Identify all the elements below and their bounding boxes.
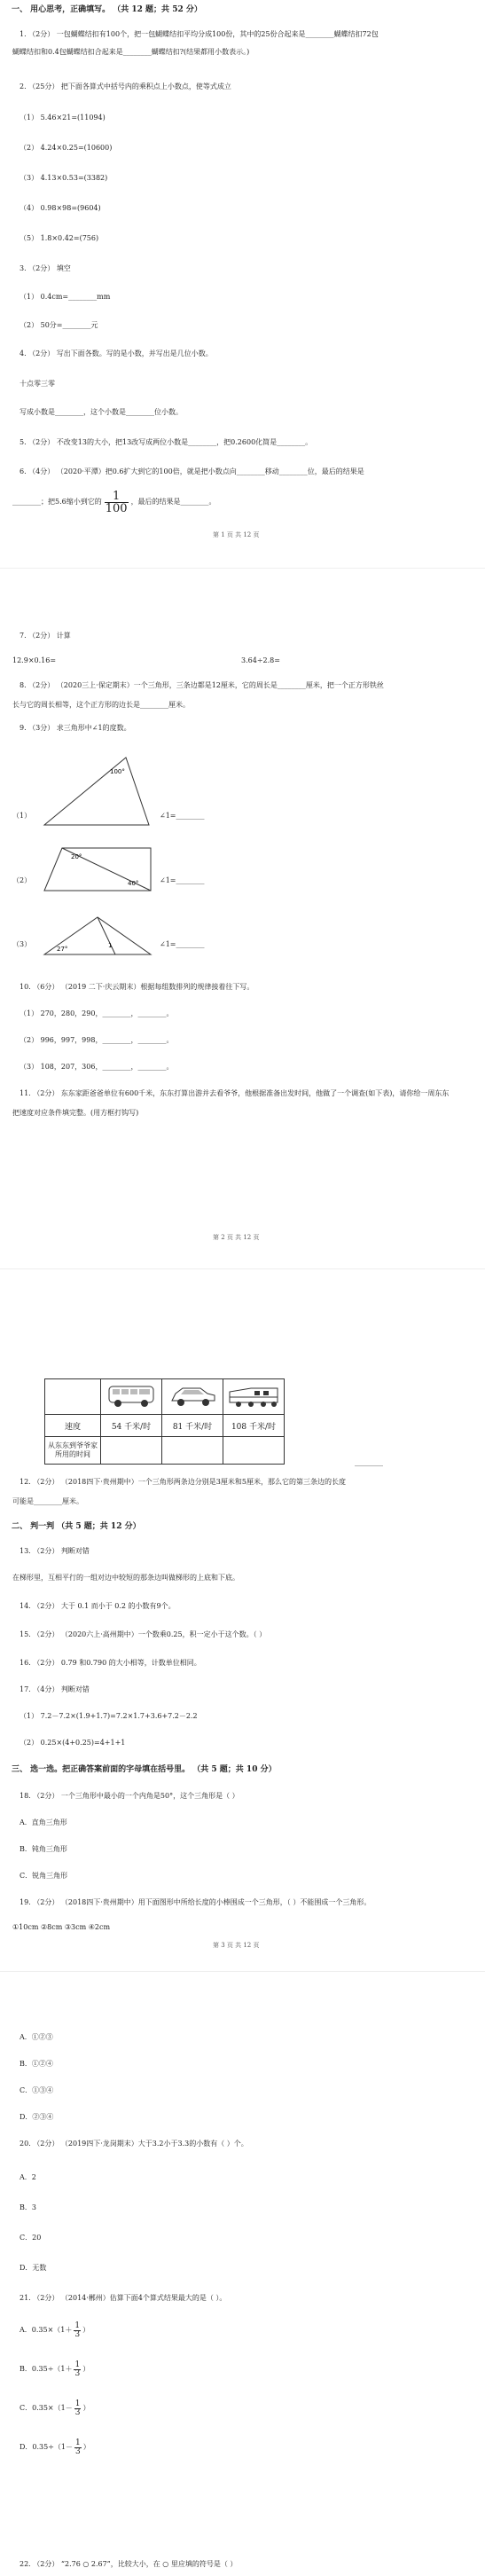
triangle-1-figure [39,752,154,830]
question-21-option-d[interactable] [20,2438,90,2457]
table-row-time [45,1437,285,1465]
table-row-label-time: 从东东到爷爷家所用的时间 [45,1437,101,1465]
question-17: 17. （4分） 判断对错 [20,1685,90,1693]
page-footer-2: 第 2 页 共 12 页 [213,1234,260,1241]
question-9-label-1: （1） [12,812,32,820]
question-19-option-a[interactable]: A．①②③ [20,2033,53,2041]
table-row-label-speed: 速度 [45,1415,101,1437]
angle-label-100: 100° [110,768,125,775]
question-19: 19. （2分） （2018四下·贵州期中）用下面图形中所给长度的小棒围成一个三角形，（ ）不能围成一个三角形。 [20,1898,372,1906]
speed-cell-car: 81 千米/时 [162,1415,223,1437]
question-19-option-b[interactable]: B．①②④ [20,2060,53,2068]
question-11-line-1: 11. （2分） 东东家距爸爸单位有600千米，东东打算出游并去看爷爷，他根据准备出发时间，他做了一个调查(如下表)，请你给一周东东 [20,1089,450,1097]
page-footer-3: 第 3 页 共 12 页 [213,1942,260,1949]
time-cell-bus[interactable] [101,1437,162,1465]
question-17-item-2: （2） 0.25×(4+0.25)=4+1+1 [20,1739,126,1747]
page-divider [0,1268,485,1269]
question-19-stick-lengths: ①10cm ②8cm ③3cm ④2cm [12,1923,111,1931]
question-20-option-c[interactable]: C．20 [20,2234,42,2242]
angle-label-40: 40° [128,880,139,887]
angle-label-27: 27° [57,946,68,953]
fraction-one-third [74,2361,81,2378]
vehicle-cell-bus [101,1379,162,1415]
triangle-2-figure [39,843,154,896]
fraction-numerator: 1 [74,2360,81,2369]
speed-cell-bus: 54 千米/时 [101,1415,162,1437]
question-2-item-1: （1） 5.46×21=(11094) [20,114,106,122]
question-21-option-c[interactable] [20,2399,90,2418]
fraction-one-hundredth [105,491,129,514]
vehicle-cell-car [162,1379,223,1415]
question-9: 9. （3分） 求三角形中∠1的度数。 [20,724,131,732]
question-10-item-3: （3） 108，207，306，________，________。 [20,1063,174,1071]
question-1-line-1: 1. （2分） 一包蝴蝶结扣有100个，把一包蝴蝶结扣平均分成100份，其中的25份合起来是________蝴蝶结扣72包 [20,30,379,38]
question-22: 22. （2分） “2.76 ○ 2.67”，比较大小，在 ○ 里应填的符号是（ ） [20,2560,238,2568]
question-17-item-1: （1） 7.2－7.2×(1.9+1.7)=7.2×1.7+3.6+7.2－2.2 [20,1712,198,1720]
question-21: 21. （2分） （2014·郴州）估算下面4个算式结果最大的是（ ）。 [20,2294,227,2302]
option-d-text: D．0.35÷（1－ [20,2443,74,2451]
question-2-item-2: （2） 4.24×0.25=(10600) [20,144,113,152]
question-8-line-1: 8. （2分） （2020三上·保定期末）一个三角形，三条边都是12厘米，它的周长是________厘米，把一个正方形铁丝 [20,681,384,689]
question-18-option-b[interactable]: B．钝角三角形 [20,1845,67,1853]
question-20-option-d[interactable]: D．无数 [20,2264,47,2272]
question-3: 3. （2分） 填空 [20,264,71,272]
question-12-line-2: 可能是________厘米。 [12,1497,83,1505]
question-21-option-b[interactable] [20,2360,90,2379]
speed-table [44,1378,285,1465]
question-5: 5. （2分） 不改变13的大小，把13改写成两位小数是________，把0.2600化简是________。 [20,438,313,446]
question-15: 15. （2分） （2020六上·高州期中）一个数乘0.25，积一定小于这个数。（ ） [20,1630,267,1638]
question-6-line-2 [12,490,216,514]
table-corner-cell [45,1379,101,1415]
question-2-item-3: （3） 4.13×0.53=(3382) [20,174,108,182]
vehicle-cell-train [223,1379,285,1415]
question-9-label-2: （2） [12,876,32,884]
option-c-text: C．0.35×（1－ [20,2404,73,2412]
option-a-close-paren: ） [82,2326,90,2334]
question-19-option-d[interactable]: D．②③④ [20,2113,54,2121]
angle-label-20: 20° [71,853,82,860]
page-divider [0,568,485,569]
question-1-line-2: 蝴蝶结扣和0.4包蝴蝶结扣合起来是________蝴蝶结扣?(结果都用小数表示。) [12,48,250,56]
question-18-option-c[interactable]: C．锐角三角形 [20,1872,68,1880]
option-b-close-paren: ） [82,2365,90,2373]
question-14: 14. （2分） 大于 0.1 而小于 0.2 的小数有9个。 [20,1602,176,1610]
question-19-option-c[interactable]: C．①③④ [20,2086,54,2094]
question-18: 18. （2分） 一个三角形中最小的一个内角是50°，这个三角形是（ ） [20,1792,239,1800]
question-10-item-2: （2） 996，997，998，________，________。 [20,1036,174,1044]
option-c-close-paren: ） [82,2404,90,2412]
triangle-3-figure [39,912,154,965]
table-row-speed [45,1415,285,1437]
question-20: 20. （2分） （2019四下·龙岗期末）大于3.2小于3.3的小数有（ ）个。 [20,2140,248,2148]
fraction-one-third [74,2322,81,2339]
question-9-answer-3: ∠1=________ [160,940,205,948]
fraction-one-third [74,2439,82,2456]
bus-icon [102,1379,160,1411]
question-3-item-2: （2） 50分=________元 [20,321,98,329]
question-4: 4. （2分） 写出下面各数。写的是小数，并写出是几位小数。 [20,349,213,357]
question-6-text-after: ，最后的结果是________。 [130,498,216,506]
question-8-line-2: 长与它的周长相等，这个正方形的边长是________厘米。 [12,701,190,709]
section-2-heading: 二、 判一判 （共 5 题；共 12 分） [12,1522,141,1531]
question-10-item-1: （1） 270，280，290，________，________。 [20,1009,174,1017]
fraction-denominator: 3 [74,2329,81,2339]
fraction-denominator: 3 [75,2446,81,2456]
speed-cell-train: 108 千米/时 [223,1415,285,1437]
table-row-vehicles [45,1379,285,1415]
question-2-item-5: （5） 1.8×0.42=(756) [20,234,99,242]
question-12-line-1: 12. （2分） （2018四下·贵州期中）一个三角形两条边分别是3厘米和5厘米，那么它的第三条边的长度 [20,1478,346,1486]
question-10: 10. （6分） （2019 二下·庆云期末）根据每组数排列的规律接着往下写。 [20,983,254,991]
section-1-heading: 一、 用心思考，正确填写。 （共 12 题；共 52 分） [12,5,202,14]
question-9-answer-1: ∠1=________ [160,812,205,820]
fraction-numerator: 1 [74,2321,81,2330]
question-9-answer-2: ∠1=________ [160,876,205,884]
fraction-numerator: 1 [105,491,129,503]
option-a-text: A．0.35×（1＋ [20,2326,73,2334]
question-20-option-a[interactable]: A．2 [20,2173,36,2181]
question-21-option-a[interactable] [20,2321,90,2340]
question-9-label-3: （3） [12,940,32,948]
question-7: 7. （2分） 计算 [20,632,71,640]
table-trailing-blank: ________ [355,1458,383,1466]
fraction-denominator: 3 [74,2407,81,2417]
fraction-numerator: 1 [75,2438,81,2447]
angle-label-1: 1 [108,942,113,949]
question-3-item-1: （1） 0.4cm=________mm [20,293,111,301]
train-icon [224,1379,283,1411]
question-2-item-4: （4） 0.98×98=(9604) [20,204,101,212]
question-2: 2. （25分） 把下面各算式中括号内的乘积点上小数点，使等式成立 [20,82,231,90]
page-footer-1: 第 1 页 共 12 页 [213,531,260,538]
option-b-text: B．0.35÷（1＋ [20,2365,73,2373]
question-13: 13. （2分） 判断对错 [20,1547,90,1555]
question-11-line-2: 把速度对应条件填完整。(用方框打钩写) [12,1109,139,1117]
fraction-numerator: 1 [74,2399,81,2408]
section-3-heading: 三、 选一选。把正确答案前面的字母填在括号里。 （共 5 题；共 10 分） [12,1765,277,1774]
car-icon [163,1379,222,1411]
fraction-one-third [74,2400,82,2417]
question-4-fill: 写成小数是________，这个小数是________位小数。 [20,408,183,416]
fraction-denominator: 100 [105,501,128,515]
question-7-calc-b: 3.64÷2.8= [241,656,280,664]
question-13-statement: 在梯形里，互相平行的一组对边中较短的那条边叫做梯形的上底和下底。 [12,1574,239,1582]
option-d-close-paren: ） [82,2443,90,2451]
time-cell-car[interactable] [162,1437,223,1465]
question-6-line-1: 6. （4分） （2020·平潭）把0.6扩大到它的100倍，就是把小数点向________移动________位，最后的结果是 [20,467,364,475]
question-16: 16. （2分） 0.79 和0.790 的大小相等，计数单位相同。 [20,1659,201,1667]
fraction-denominator: 3 [74,2368,81,2378]
question-4-number-words: 十点零三零 [20,380,55,388]
question-6-text-before: ________；把5.6缩小到它的 [12,498,102,506]
page-divider [0,1971,485,1972]
time-cell-train[interactable] [223,1437,285,1465]
question-20-option-b[interactable]: B．3 [20,2203,36,2211]
question-18-option-a[interactable]: A．直角三角形 [20,1818,67,1826]
question-7-calc-a: 12.9×0.16= [12,656,57,664]
